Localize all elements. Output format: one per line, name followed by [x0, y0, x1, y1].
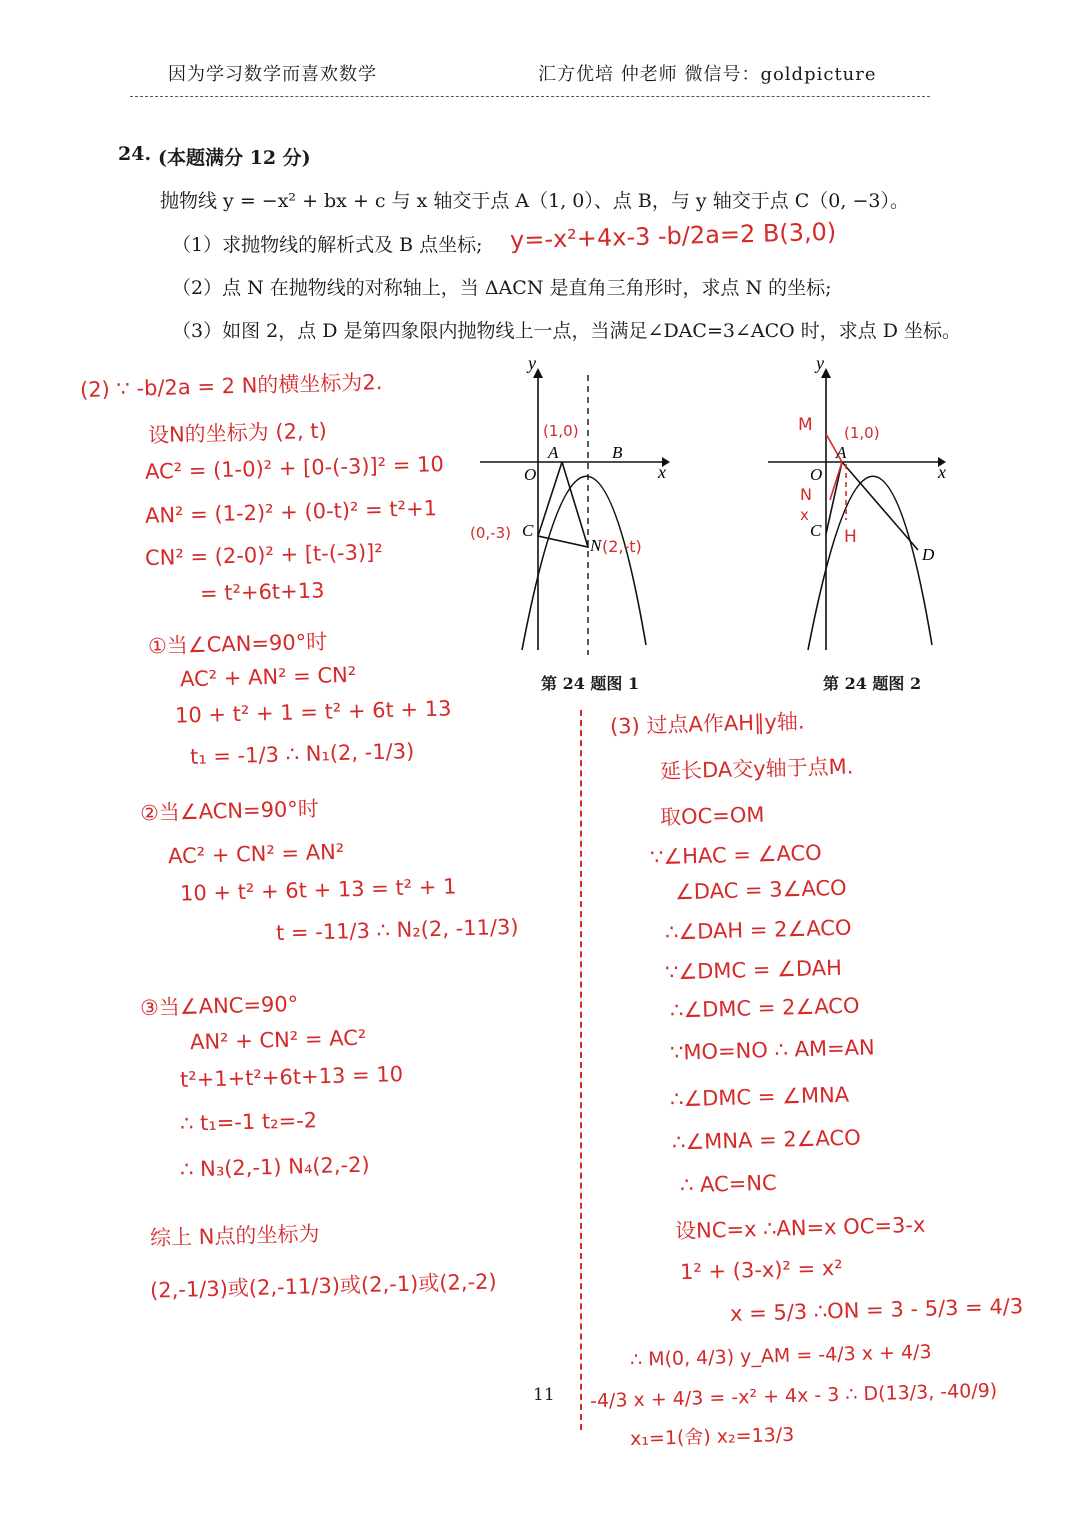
- hw-left-line-7: ①当∠CAN=90°时: [147, 629, 328, 659]
- fig2-point-c-label: C: [810, 521, 822, 540]
- question-part-3: （3）如图 2，点 D 是第四象限内抛物线上一点，当满足∠DAC=3∠ACO 时，求点 D 坐标。: [172, 320, 962, 342]
- hw-right-line-4: ∵∠HAC = ∠ACO: [649, 840, 822, 870]
- hw-right-line-2: 延长DA交y轴于点M.: [659, 754, 854, 784]
- hw-left-line-12: AC² + CN² = AN²: [167, 839, 345, 869]
- hw-right-line-16: ∴ M(0, 4/3) y_AM = -4/3 x + 4/3: [629, 1341, 932, 1371]
- fig1-point-n-label: N: [590, 536, 602, 555]
- hw-left-line-15: ③当∠ANC=90°: [139, 991, 299, 1021]
- header-left-text: 因为学习数学而喜欢数学: [168, 64, 377, 85]
- hw-right-line-11: ∴∠MNA = 2∠ACO: [671, 1125, 861, 1155]
- figure-2-caption: 第 24 题图 2: [823, 674, 922, 693]
- hw-right-line-18: x₁=1(舍) x₂=13/3: [629, 1423, 795, 1451]
- fig1-hw-c-coord: (0,-3): [470, 524, 511, 542]
- question-title: (本题满分 12 分): [158, 147, 311, 169]
- fig1-parabola: [522, 476, 646, 650]
- figure-1-caption: 第 24 题图 1: [541, 674, 640, 693]
- hw-left-line-19: ∴ N₃(2,-1) N₄(2,-2): [179, 1152, 370, 1182]
- hw-left-line-4: AN² = (1-2)² + (0-t)² = t²+1: [144, 496, 438, 528]
- fig2-point-d-label: D: [922, 545, 935, 564]
- hw-left-line-16: AN² + CN² = AC²: [189, 1025, 367, 1055]
- fig2-point-a-label: A: [836, 443, 847, 462]
- question-part-1: （1）求抛物线的解析式及 B 点坐标;: [172, 234, 483, 256]
- fig1-hw-n-coord: (2,-t): [602, 537, 642, 556]
- hw-left-line-8: AC² + AN² = CN²: [179, 662, 357, 692]
- header-right-text: 汇方优培 仲老师 微信号：goldpicture: [538, 64, 877, 85]
- question-number: 24.: [118, 143, 152, 165]
- fig1-y-label: y: [528, 353, 536, 373]
- hw-right-line-10: ∴∠DMC = ∠MNA: [669, 1082, 850, 1112]
- hw-left-line-9: 10 + t² + 1 = t² + 6t + 13: [174, 696, 452, 728]
- fig2-hw-h-label: H: [844, 527, 857, 547]
- hw-left-line-13: 10 + t² + 6t + 13 = t² + 1: [179, 874, 457, 906]
- fig2-hw-segment-an: [830, 462, 842, 500]
- handwriting-column-divider: [580, 710, 582, 1430]
- hw-left-line-6: = t²+6t+13: [199, 578, 325, 606]
- hw-left-line-17: t²+1+t²+6t+13 = 10: [179, 1062, 404, 1092]
- header-divider: [130, 96, 930, 97]
- fig2-hw-n-label: N: [800, 485, 812, 504]
- page-number: 11: [533, 1385, 555, 1405]
- figure-2: [760, 353, 960, 660]
- question-part-2: （2）点 N 在抛物线的对称轴上，当 ΔACN 是直角三角形时，求点 N 的坐标;: [172, 277, 832, 299]
- fig2-hw-x-label: x: [800, 506, 809, 524]
- hw-right-line-5: ∠DAC = 3∠ACO: [674, 875, 847, 905]
- fig2-hw-m-label: M: [798, 415, 813, 435]
- hw-right-line-1: (3) 过点A作AH∥y轴.: [609, 709, 805, 739]
- hw-right-line-17: -4/3 x + 4/3 = -x² + 4x - 3 ∴ D(13/3, -40/9): [589, 1379, 998, 1413]
- hw-left-line-11: ②当∠ACN=90°时: [139, 796, 320, 826]
- hw-right-line-6: ∴∠DAH = 2∠ACO: [664, 915, 852, 945]
- hw-right-line-12: ∴ AC=NC: [679, 1170, 777, 1198]
- hw-left-line-21: (2,-1/3)或(2,-11/3)或(2,-1)或(2,-2): [149, 1269, 497, 1303]
- fig1-x-label: x: [658, 462, 666, 482]
- hw-right-line-9: ∵MO=NO ∴ AM=AN: [669, 1035, 875, 1065]
- handwritten-answer-1: y=-x²+4x-3 -b/2a=2 B(3,0): [509, 217, 837, 255]
- fig1-origin-label: O: [524, 465, 537, 484]
- hw-right-line-3: 取OC=OM: [659, 802, 765, 830]
- fig1-point-c-label: C: [522, 521, 534, 540]
- hw-left-line-2: 设N的坐标为 (2, t): [147, 418, 328, 448]
- fig1-point-a-label: A: [548, 443, 559, 462]
- hw-left-line-1: (2) ∵ -b/2a = 2 N的横坐标为2.: [79, 370, 383, 402]
- question-stem: 抛物线 y = −x² + bx + c 与 x 轴交于点 A（1, 0）、点 B，与 y 轴交于点 C（0, −3）。: [160, 190, 909, 212]
- fig2-origin-label: O: [810, 465, 823, 484]
- fig1-triangle-acn: [538, 462, 588, 547]
- hw-right-line-13: 设NC=x ∴AN=x OC=3-x: [674, 1212, 926, 1244]
- hw-right-line-14: 1² + (3-x)² = x²: [679, 1255, 843, 1285]
- hw-left-line-18: ∴ t₁=-1 t₂=-2: [179, 1108, 318, 1136]
- fig1-hw-a-coord: (1,0): [543, 422, 579, 440]
- hw-right-line-8: ∴∠DMC = 2∠ACO: [669, 993, 860, 1023]
- hw-left-line-14: t = -11/3 ∴ N₂(2, -11/3): [275, 914, 519, 946]
- fig2-hw-a-coord: (1,0): [844, 424, 880, 442]
- fig1-point-b-label: B: [612, 443, 623, 462]
- hw-right-line-15: x = 5/3 ∴ON = 3 - 5/3 = 4/3: [729, 1294, 1024, 1326]
- hw-left-line-20: 综上 N点的坐标为: [149, 1221, 320, 1251]
- hw-left-line-5: CN² = (2-0)² + [t-(-3)]²: [144, 539, 384, 571]
- fig2-y-label: y: [816, 353, 824, 373]
- hw-left-line-10: t₁ = -1/3 ∴ N₁(2, -1/3): [189, 739, 415, 769]
- hw-left-line-3: AC² = (1-0)² + [0-(-3)]² = 10: [144, 452, 445, 484]
- figure-1: [470, 353, 670, 660]
- hw-right-line-7: ∵∠DMC = ∠DAH: [664, 955, 843, 985]
- fig2-x-label: x: [938, 462, 946, 482]
